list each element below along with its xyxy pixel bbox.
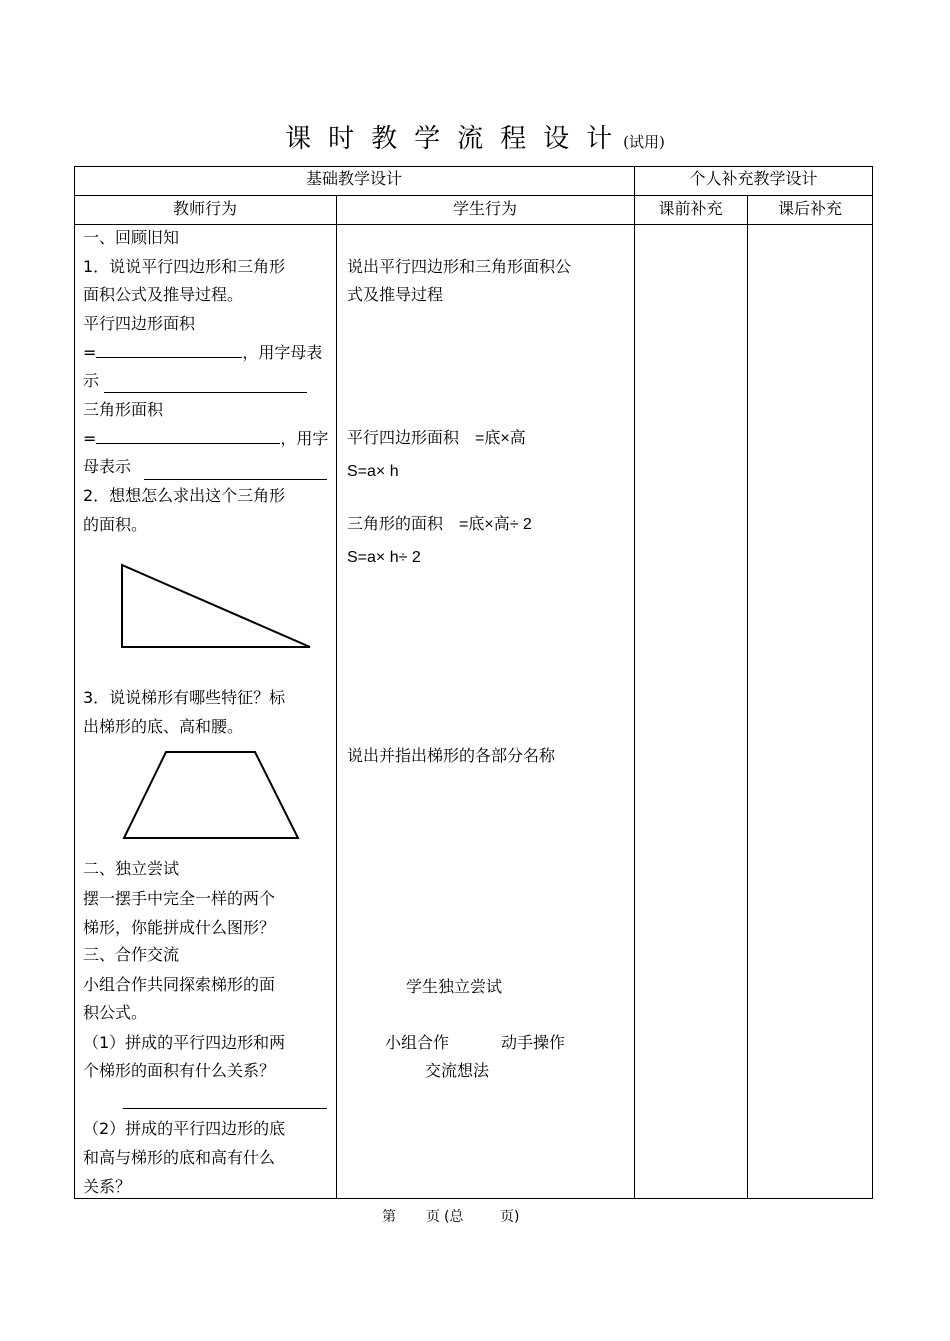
- column-divider-1: [336, 195, 337, 1199]
- student-response-3-line1: 三角形的面积 =底×高÷ 2: [347, 516, 532, 533]
- answer-blank: [96, 343, 242, 358]
- trapezoid-figure: [121, 750, 301, 840]
- s3q2-line2: 和高与梯形的底和高有什么: [83, 1148, 276, 1167]
- q3-line1: 3．说说梯形有哪些特征？标: [83, 688, 286, 707]
- title-main: 课时教学流程设计: [285, 124, 630, 154]
- parallelogram-area-label: 平行四边形面积: [83, 314, 196, 333]
- letter-hint-continued: 母表示: [83, 457, 132, 476]
- student-response-4: 说出并指出梯形的各部分名称: [347, 746, 556, 765]
- footer-ye2: 页): [500, 1209, 520, 1225]
- s3q1-line2: 个梯形的面积有什么关系？: [83, 1061, 276, 1080]
- s3-line2: 积公式。: [83, 1003, 148, 1022]
- student-response-6a: 小组合作: [385, 1033, 450, 1052]
- page-title: [0, 118, 950, 155]
- s2-line1: 摆一摆手中完全一样的两个: [83, 889, 276, 908]
- answer-blank: [144, 479, 327, 480]
- triangle-figure: [120, 563, 312, 649]
- lesson-table: [74, 166, 873, 1199]
- q3-line2: 出梯形的底、高和腰。: [83, 717, 244, 736]
- header-bottom-divider: [74, 224, 873, 225]
- triangle-area-label: 三角形面积: [83, 400, 164, 419]
- q1-line1: 1．说说平行四边形和三角形: [83, 257, 286, 276]
- header-after-class: 课后补充: [777, 199, 842, 218]
- header-personal-design: 个人补充教学设计: [689, 169, 818, 188]
- answer-blank: [104, 392, 307, 393]
- student-response-1-line1: 说出平行四边形和三角形面积公: [347, 257, 572, 276]
- equals-sign: =: [83, 429, 97, 448]
- parallelogram-area-blank-line: [83, 343, 322, 363]
- s2-line2: 梯形，你能拼成什么图形？: [83, 918, 276, 937]
- title-sub: (试用): [623, 133, 665, 151]
- footer-ye: 页: [426, 1209, 440, 1225]
- q1-line2: 面积公式及推导过程。: [83, 285, 244, 304]
- student-response-7: 交流想法: [425, 1061, 490, 1080]
- header-student: 学生行为: [452, 199, 517, 218]
- letter-hint-continued: 示: [83, 371, 100, 390]
- section-independent-try: 二、独立尝试: [83, 859, 180, 878]
- triangle-area-blank-line: [83, 429, 328, 449]
- student-response-3-formula: S=a× h÷ 2: [347, 549, 421, 566]
- q2-line2: 的面积。: [83, 515, 148, 534]
- q2-line1: 2．想想怎么求出这个三角形: [83, 486, 286, 505]
- section-review: 一、回顾旧知: [83, 228, 180, 247]
- answer-blank: [123, 1108, 327, 1109]
- student-response-6b: 动手操作: [501, 1033, 566, 1052]
- student-response-1-line2: 式及推导过程: [347, 285, 444, 304]
- letter-hint: ，用字: [280, 429, 329, 448]
- student-response-5: 学生独立尝试: [406, 977, 503, 996]
- s3q2-line1: （2）拼成的平行四边形的底: [83, 1119, 286, 1138]
- column-divider-2: [634, 166, 635, 1199]
- footer-di: 第: [382, 1209, 396, 1225]
- s3q2-line3: 关系？: [83, 1177, 132, 1196]
- header-teacher: 教师行为: [172, 199, 237, 218]
- equals-sign: =: [83, 343, 97, 362]
- footer-zong: (总: [444, 1209, 464, 1225]
- student-response-2-line1: 平行四边形面积 =底×高: [347, 430, 526, 447]
- s3-line1: 小组合作共同探索梯形的面: [83, 975, 276, 994]
- answer-blank: [96, 429, 280, 444]
- letter-hint: ，用字母表: [242, 343, 323, 362]
- section-cooperation: 三、合作交流: [83, 945, 180, 964]
- column-divider-3: [747, 195, 748, 1199]
- s3q1-line1: （1）拼成的平行四边形和两: [83, 1033, 286, 1052]
- student-response-2-formula: S=a× h: [347, 463, 399, 480]
- header-basic-design: 基础教学设计: [305, 169, 402, 188]
- header-before-class: 课前补充: [658, 199, 723, 218]
